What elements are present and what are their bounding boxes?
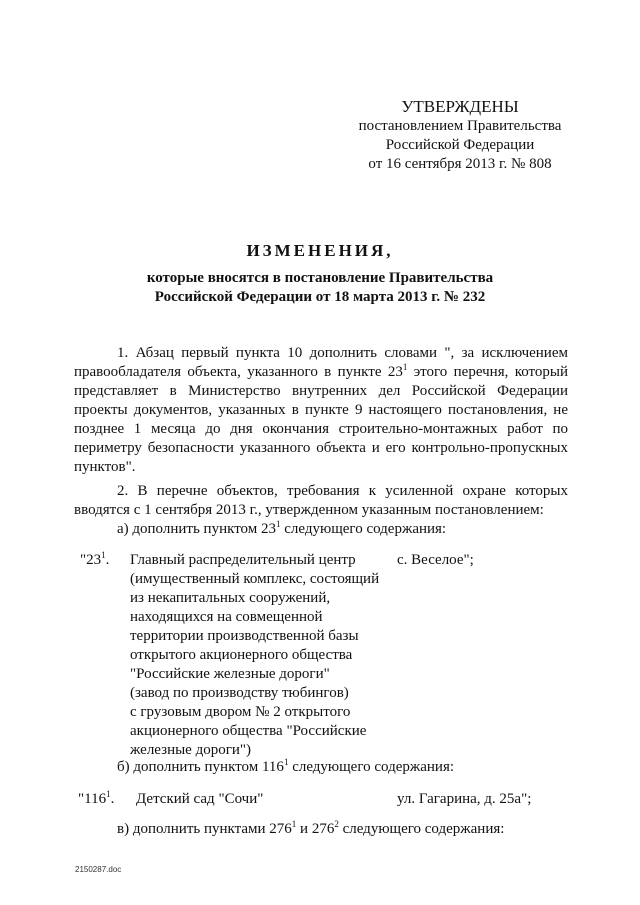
- document-footer-filename: 2150287.doc: [75, 865, 122, 874]
- item2-sub-b: б) дополнить пунктом $116^1$ следующего содержания:: [117, 757, 455, 775]
- entry-23-description: [130, 551, 380, 760]
- entry-23-line: открытого акционерного общества: [130, 647, 353, 663]
- item2-line-2: вводятся с 1 сентября 2013 г., утвержденном указанным постановлением:: [74, 502, 544, 518]
- approval-line-1: постановлением Правительства: [358, 118, 562, 134]
- entry-23-line: территории производственной базы: [130, 628, 359, 644]
- document-subtitle-1: которые вносятся в постановление Правительства: [146, 270, 494, 286]
- document-title: ИЗМЕНЕНИЯ,: [246, 241, 394, 260]
- approval-block: [340, 97, 580, 174]
- entry-23-line: Главный распределительный центр: [130, 552, 356, 568]
- document-subtitle-2: Российской Федерации от 18 марта 2013 г. № 232: [154, 289, 486, 305]
- entry-116-name: Детский сад "Сочи": [136, 791, 264, 807]
- item2-line-1: 2. В перечне объектов, требования к усиленной охране которых: [117, 483, 568, 499]
- entry-23-line: находящихся на совмещенной: [130, 609, 323, 625]
- item2-sub-c: в) дополнить пунктами $276^1$ и $276^2$ следующего содержания:: [117, 819, 505, 837]
- entry-23-line: железные дороги"): [130, 742, 252, 758]
- item1-line-6: периметру безопасности указанного объекта и его контрольно-пропускных: [74, 440, 568, 456]
- item1-line-7: пунктов".: [74, 459, 136, 475]
- item1-line-1: 1. Абзац первый пункта 10 дополнить словами ", за исключением: [117, 345, 568, 361]
- entry-23-number: "$23^1$.: [80, 550, 110, 568]
- approval-line-2: Российской Федерации: [385, 137, 535, 153]
- entry-116-address: ул. Гагарина, д. 25а";: [397, 791, 532, 807]
- entry-116-number: "$116^1$.: [78, 789, 115, 807]
- entry-23-location: с. Веселое";: [397, 552, 474, 568]
- entry-23-line: (имущественный комплекс, состоящий: [130, 571, 380, 587]
- item1-line-3: представляет в Министерство внутренних дел Российской Федерации: [74, 383, 568, 399]
- entry-23-line: "Российские железные дороги": [130, 666, 330, 682]
- entry-23-line: акционерного общества "Российские: [130, 723, 367, 739]
- entry-23-line: из некапитальных сооружений,: [130, 590, 331, 606]
- item2-sub-a: а) дополнить пунктом $23^1$ следующего содержания:: [117, 519, 447, 537]
- approval-line-3: от 16 сентября 2013 г. № 808: [368, 156, 552, 172]
- item1-line-2: правообладателя объекта, указанного в пункте $23^1$ этого перечня, который: [74, 362, 568, 380]
- entry-23-line: с грузовым двором № 2 открытого: [130, 704, 351, 720]
- item1-line-4: проекты документов, указанных в пункте 9 настоящего постановления, не: [74, 402, 568, 418]
- approval-heading: УТВЕРЖДЕНЫ: [401, 97, 519, 116]
- entry-23-line: (завод по производству тюбингов): [130, 685, 349, 701]
- item1-line-5: позднее 1 месяца до дня окончания строительно-монтажных работ по: [74, 421, 568, 437]
